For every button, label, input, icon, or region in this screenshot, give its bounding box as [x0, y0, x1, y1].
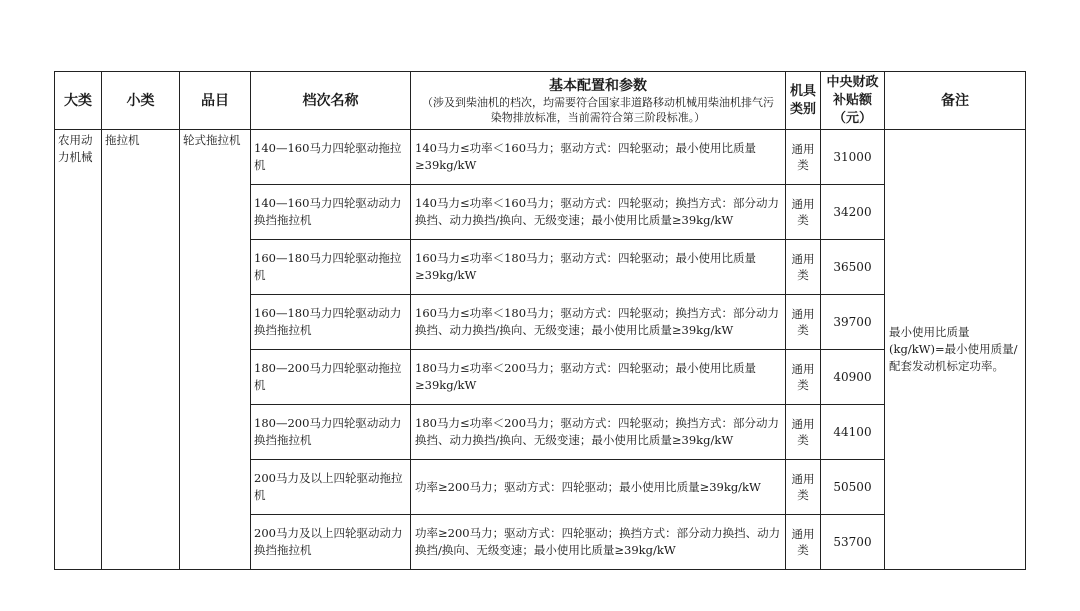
cell-amount: 39700 [821, 295, 885, 350]
cell-amount: 31000 [821, 130, 885, 185]
cell-class: 通用类 [786, 130, 821, 185]
cell-amount: 50500 [821, 460, 885, 515]
cell-grade-name: 160—180马力四轮驱动拖拉机 [251, 240, 411, 295]
header-config-note: （涉及到柴油机的档次，均需要符合国家非道路移动机械用柴油机排气污染物排放标准，当前需符合第三阶段标准。） [422, 95, 774, 124]
cell-class: 通用类 [786, 295, 821, 350]
cell-params: 功率≥200马力；驱动方式：四轮驱动；换挡方式：部分动力换挡、动力换挡/换向、无级变速；最小使用比质量≥39kg/kW [411, 515, 786, 570]
cell-amount: 34200 [821, 185, 885, 240]
cell-params: 160马力≤功率＜180马力；驱动方式：四轮驱动；换挡方式：部分动力换挡、动力换挡/换向、无级变速；最小使用比质量≥39kg/kW [411, 295, 786, 350]
cell-amount: 40900 [821, 350, 885, 405]
cell-grade-name: 200马力及以上四轮驱动动力换挡拖拉机 [251, 515, 411, 570]
cell-class: 通用类 [786, 240, 821, 295]
cell-amount: 53700 [821, 515, 885, 570]
cell-params: 140马力≤功率＜160马力；驱动方式：四轮驱动；最小使用比质量≥39kg/kW [411, 130, 786, 185]
header-grade-name: 档次名称 [251, 72, 411, 130]
cell-class: 通用类 [786, 350, 821, 405]
header-machine-class: 机具类别 [786, 72, 821, 130]
cell-grade-name: 140—160马力四轮驱动动力换挡拖拉机 [251, 185, 411, 240]
cell-subcategory: 拖拉机 [102, 130, 180, 570]
header-config [411, 72, 786, 130]
cell-remark: 最小使用比质量(kg/kW)=最小使用质量/配套发动机标定功率。 [885, 130, 1026, 570]
cell-grade-name: 200马力及以上四轮驱动拖拉机 [251, 460, 411, 515]
cell-grade-name: 180—200马力四轮驱动拖拉机 [251, 350, 411, 405]
cell-grade-name: 180—200马力四轮驱动动力换挡拖拉机 [251, 405, 411, 460]
cell-class: 通用类 [786, 405, 821, 460]
cell-amount: 44100 [821, 405, 885, 460]
cell-category: 农用动力机械 [55, 130, 102, 570]
cell-params: 功率≥200马力；驱动方式：四轮驱动；最小使用比质量≥39kg/kW [411, 460, 786, 515]
cell-params: 180马力≤功率＜200马力；驱动方式：四轮驱动；换挡方式：部分动力换挡、动力换挡/换向、无级变速；最小使用比质量≥39kg/kW [411, 405, 786, 460]
cell-params: 140马力≤功率＜160马力；驱动方式：四轮驱动；换挡方式：部分动力换挡、动力换挡/换向、无级变速；最小使用比质量≥39kg/kW [411, 185, 786, 240]
subsidy-table [54, 71, 1026, 570]
header-item: 品目 [180, 72, 251, 130]
cell-class: 通用类 [786, 185, 821, 240]
cell-params: 160马力≤功率＜180马力；驱动方式：四轮驱动；最小使用比质量≥39kg/kW [411, 240, 786, 295]
cell-amount: 36500 [821, 240, 885, 295]
cell-item: 轮式拖拉机 [180, 130, 251, 570]
header-remark: 备注 [885, 72, 1026, 130]
cell-grade-name: 160—180马力四轮驱动动力换挡拖拉机 [251, 295, 411, 350]
cell-grade-name: 140—160马力四轮驱动拖拉机 [251, 130, 411, 185]
header-subcategory: 小类 [102, 72, 180, 130]
header-config-title: 基本配置和参数 [549, 77, 647, 94]
cell-class: 通用类 [786, 515, 821, 570]
header-category: 大类 [55, 72, 102, 130]
header-subsidy: 中央财政补贴额（元） [821, 72, 885, 130]
subsidy-table-container [54, 71, 1025, 570]
cell-class: 通用类 [786, 460, 821, 515]
header-row [55, 72, 1026, 130]
cell-params: 180马力≤功率＜200马力；驱动方式：四轮驱动；最小使用比质量≥39kg/kW [411, 350, 786, 405]
table-row [55, 130, 1026, 185]
